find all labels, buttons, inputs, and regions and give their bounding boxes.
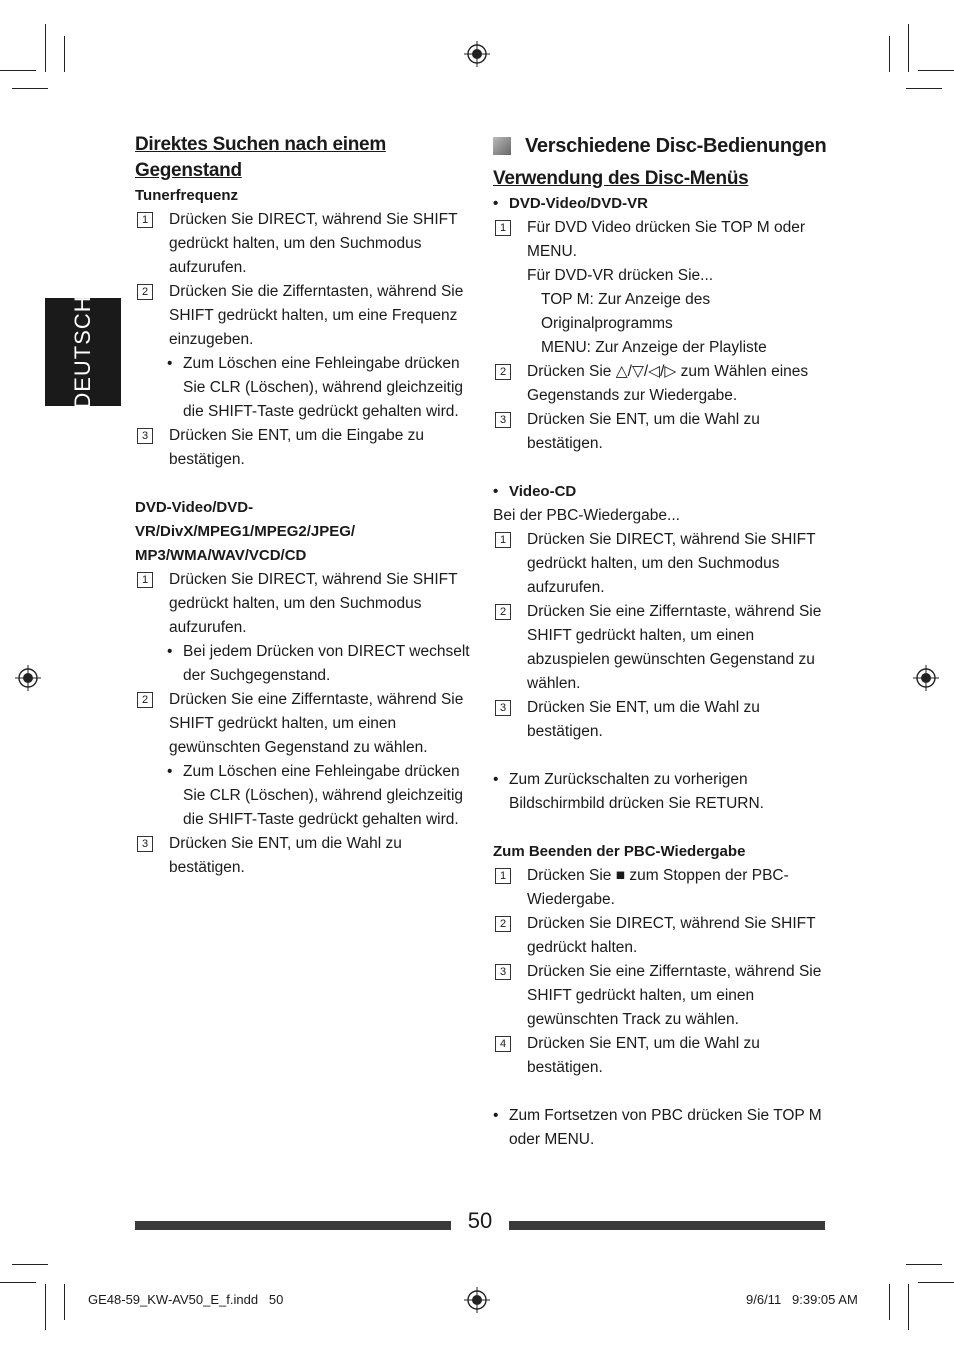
- right-column: [493, 132, 828, 1152]
- section-title: [493, 132, 828, 160]
- step-number: 4: [495, 1036, 511, 1052]
- registration-mark-icon: [15, 665, 41, 691]
- crop-mark: [889, 1284, 890, 1320]
- step-item: [135, 568, 470, 640]
- bullet-item: [135, 352, 470, 424]
- footer-bar-left: [135, 1221, 451, 1230]
- step-number: 3: [495, 964, 511, 980]
- bullet-dot: •: [167, 763, 173, 780]
- step-item: [493, 408, 828, 456]
- step-text: Drücken Sie ■ zum Stoppen der PBC-Wiedergabe.: [527, 867, 789, 908]
- crop-mark: [906, 88, 942, 89]
- step-text: Drücken Sie ENT, um die Eingabe zu bestätigen.: [169, 427, 425, 468]
- crop-mark: [918, 1282, 954, 1283]
- step-item: [135, 424, 470, 472]
- step-item: [493, 864, 828, 912]
- left-column: [135, 132, 470, 880]
- step-text: Drücken Sie DIRECT, während Sie SHIFT gedrückt halten, um den Suchmodus aufzurufen.: [169, 211, 458, 276]
- step-number: 1: [137, 212, 153, 228]
- crop-mark: [45, 24, 46, 72]
- step-number: 2: [495, 364, 511, 380]
- disc-menu-heading: Verwendung des Disc-Menüs: [493, 168, 749, 189]
- vcd-subheading: Video-CD: [509, 483, 577, 500]
- crop-mark: [918, 70, 954, 71]
- step-item: [135, 280, 470, 352]
- crop-mark: [0, 1282, 36, 1283]
- step-item: [493, 912, 828, 960]
- print-file-info: GE48-59_KW-AV50_E_f.indd 50: [88, 1292, 284, 1307]
- step-number: 1: [137, 572, 153, 588]
- step-text: Drücken Sie △/▽/◁/▷ zum Wählen eines Gegenstands zur Wiedergabe.: [527, 363, 809, 404]
- step-number: 1: [495, 868, 511, 884]
- registration-mark-icon: [464, 41, 490, 67]
- step-text: Drücken Sie eine Zifferntaste, während Sie SHIFT gedrückt halten, um einen gewünschten Track zu wählen.: [527, 963, 822, 1028]
- step-text: Drücken Sie DIRECT, während Sie SHIFT gedrückt halten.: [527, 915, 816, 956]
- bullet-item: [135, 640, 470, 688]
- bullet-text: Zum Löschen eine Fehleingabe drücken Sie CLR (Löschen), während gleichzeitig die SHIFT-Taste gedrückt gehalten wird.: [183, 355, 464, 420]
- step-item: [493, 360, 828, 408]
- step-number: 1: [495, 532, 511, 548]
- step-item: [135, 208, 470, 280]
- step-item: [493, 696, 828, 744]
- crop-mark: [889, 36, 890, 72]
- menu-option-topm: TOP M: Zur Anzeige des Originalprogramms: [541, 291, 711, 332]
- step-number: 3: [137, 428, 153, 444]
- crop-mark: [12, 1264, 48, 1265]
- bullet-item: [493, 768, 828, 816]
- bullet-dot: •: [493, 771, 499, 788]
- section-title-text: Verschiedene Disc-Bedienungen: [525, 135, 827, 157]
- step-number: 1: [495, 220, 511, 236]
- crop-mark: [64, 36, 65, 72]
- page-number: 50: [467, 1208, 493, 1233]
- language-tab-label: DEUTSCH: [70, 295, 95, 409]
- registration-mark-icon: [464, 1287, 490, 1313]
- step-item: [493, 528, 828, 600]
- bullet-item: [493, 1104, 828, 1152]
- step-text: Drücken Sie die Zifferntasten, während Sie SHIFT gedrückt halten, um eine Frequenz einzugeben.: [169, 283, 464, 348]
- crop-mark: [908, 1284, 909, 1330]
- menu-option-menu: MENU: Zur Anzeige der Playliste: [541, 339, 767, 356]
- step-number: 3: [495, 700, 511, 716]
- crop-mark: [12, 88, 48, 89]
- direct-search-heading: Direktes Suchen nach einem Gegenstand: [135, 134, 386, 181]
- step-item: [135, 832, 470, 880]
- step-number: 2: [495, 604, 511, 620]
- media-subheading: DVD-Video/DVD-VR/DivX/MPEG1/MPEG2/JPEG/ MP3/WMA/WAV/VCD/CD: [135, 499, 356, 564]
- bullet-subheading: [493, 480, 828, 504]
- step-text: Drücken Sie DIRECT, während Sie SHIFT gedrückt halten, um den Suchmodus aufzurufen.: [527, 531, 816, 596]
- step-item: [135, 688, 470, 760]
- step-text: Für DVD-VR drücken Sie...: [527, 267, 714, 284]
- step-text: Drücken Sie ENT, um die Wahl zu bestätigen.: [527, 699, 760, 740]
- language-tab: [45, 295, 121, 409]
- step-number: 3: [137, 836, 153, 852]
- step-item: [493, 960, 828, 1032]
- step-text: Drücken Sie DIRECT, während Sie SHIFT gedrückt halten, um den Suchmodus aufzurufen.: [169, 571, 458, 636]
- step-text: Drücken Sie eine Zifferntaste, während Sie SHIFT gedrückt halten, um einen gewünschten Gegenstand zu wählen.: [169, 691, 464, 756]
- bullet-subheading: [493, 192, 828, 216]
- step-text: Drücken Sie ENT, um die Wahl zu bestätigen.: [169, 835, 402, 876]
- print-date-info: 9/6/11 9:39:05 AM: [746, 1292, 858, 1307]
- crop-mark: [908, 24, 909, 72]
- tuner-subheading: Tunerfrequenz: [135, 187, 239, 204]
- step-number: 3: [495, 412, 511, 428]
- bullet-dot: •: [493, 1107, 499, 1124]
- crop-mark: [0, 70, 36, 71]
- bullet-text: Zum Fortsetzen von PBC drücken Sie TOP M oder MENU.: [509, 1107, 822, 1148]
- section-square-icon: [493, 137, 511, 155]
- bullet-item: [135, 760, 470, 832]
- registration-mark-icon: [913, 665, 939, 691]
- step-text: Drücken Sie eine Zifferntaste, während Sie SHIFT gedrückt halten, um einen abzuspielen gewünschten Gegenstand zu wählen.: [527, 603, 822, 692]
- bullet-dot: •: [493, 195, 499, 212]
- vcd-intro: Bei der PBC-Wiedergabe...: [493, 507, 680, 524]
- pbc-subheading: Zum Beenden der PBC-Wiedergabe: [493, 843, 746, 860]
- bullet-dot: •: [167, 643, 173, 660]
- step-item: [493, 216, 828, 288]
- step-number: 2: [137, 284, 153, 300]
- step-text: Drücken Sie ENT, um die Wahl zu bestätigen.: [527, 411, 760, 452]
- step-item: [493, 600, 828, 696]
- footer-bar-right: [509, 1221, 825, 1230]
- crop-mark: [45, 1284, 46, 1330]
- crop-mark: [64, 1284, 65, 1320]
- bullet-text: Zum Löschen eine Fehleingabe drücken Sie CLR (Löschen), während gleichzeitig die SHIFT-Taste gedrückt gehalten wird.: [183, 763, 464, 828]
- step-number: 2: [495, 916, 511, 932]
- bullet-dot: •: [167, 355, 173, 372]
- step-text: Drücken Sie ENT, um die Wahl zu bestätigen.: [527, 1035, 760, 1076]
- bullet-dot: •: [493, 483, 499, 500]
- bullet-text: Zum Zurückschalten zu vorherigen Bildschirmbild drücken Sie RETURN.: [509, 771, 764, 812]
- step-number: 2: [137, 692, 153, 708]
- dvd-subheading: DVD-Video/DVD-VR: [509, 195, 648, 212]
- crop-mark: [906, 1264, 942, 1265]
- step-text: Für DVD Video drücken Sie TOP M oder MENU.: [527, 219, 805, 260]
- bullet-text: Bei jedem Drücken von DIRECT wechselt der Suchgegenstand.: [183, 643, 470, 684]
- step-item: [493, 1032, 828, 1080]
